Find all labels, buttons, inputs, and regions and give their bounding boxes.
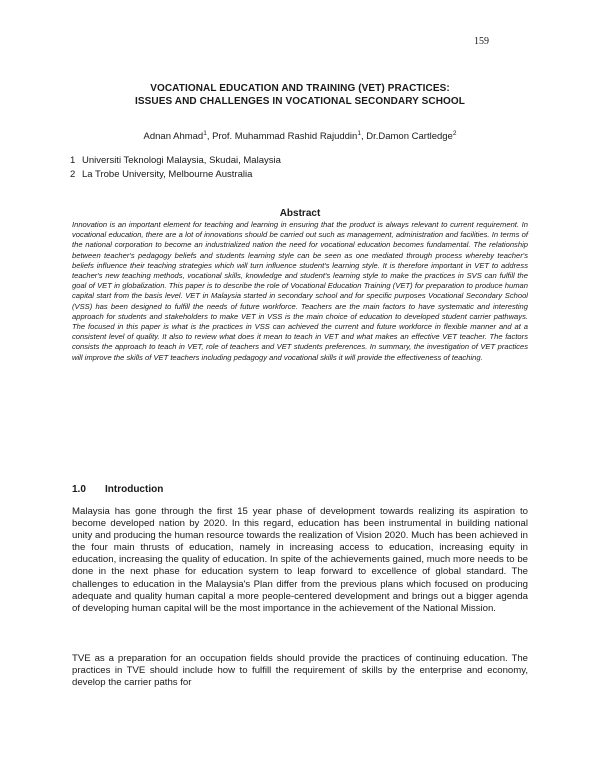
author-name: Adnan Ahmad bbox=[143, 131, 204, 143]
affiliation-text: La Trobe University, Melbourne Australia bbox=[82, 169, 253, 180]
author-list bbox=[60, 130, 540, 142]
affiliation bbox=[70, 168, 252, 182]
author-separator: , bbox=[360, 131, 367, 143]
page-number: 159 bbox=[474, 36, 489, 47]
author-affiliation-mark: 2 bbox=[452, 130, 457, 137]
title-line-1: VOCATIONAL EDUCATION AND TRAINING (VET) PRACTICES: bbox=[150, 83, 450, 94]
author-separator: , bbox=[206, 131, 213, 143]
author-affiliation-mark: 1 bbox=[357, 130, 361, 137]
paper-title bbox=[60, 82, 540, 108]
author-name: Prof. Muhammad Rashid Rajuddin bbox=[212, 131, 358, 143]
affiliation-text: Universiti Teknologi Malaysia, Skudai, Malaysia bbox=[82, 155, 281, 166]
body-paragraph: TVE as a preparation for an occupation fields should provide the practices of continuing education. The practices in TVE should include how to fulfill the requirement of skills by the enterprise and economy, develop the carrier paths for bbox=[72, 653, 528, 689]
abstract-body: Innovation is an important element for teaching and learning in ensuring that the product is always relevant to current requirement. In vocational education, there are a lot of innovations should be carried out such as management, administration and facilities. In terms of the national corporation to become an industrialized nation the need for vocational education becomes fundamental. The relationship between teacher's pedagogy beliefs and students learning style can be seen as one mediated through process whereby teacher's beliefs influence their teaching strategies which will turn influence student's learning style. It is therefore important in VET to address teacher's new teaching methods, vocational skills, knowledge and student's learning style to make the practices in SVS can fulfill the goal of VET in globalization. This paper is to describe the role of Vocational Education Training (VET) for preparation to produce human capital start from the basis level. VET in Malaysia started in secondary school and for specific purposes Vocational Secondary School (VSS) has been designed to fulfill the needs of future workforce. Teachers are the main factors to have systematic and interesting approach for students and stakeholders to make VET in VSS is the main choice of education to developed student carrier pathways. The focused in this paper is what is the practices in VSS can achieved the current and future workforce in flexible manner and at a consistent level of quality. It also to review what does it mean to teach in VET and what makes an effective VET teacher. The factors consists the approach to teach in VET, role of teachers and VET students preferences. In summary, the investigation of VET practices will improve the skills of VET teachers including pedagogy and vocational skills it will provide the effectiveness of teaching. bbox=[72, 220, 528, 362]
body-paragraph: Malaysia has gone through the first 15 year phase of development towards realizing its aspiration to become developed nation by 2020. In this regard, education has been instrumental in building national unity and producing the human resource towards the realization of Vision 2020. Much has been achieved in the four main thrusts of education, namely in increasing access to education, increasing equity in education, increasing the quality of education. In spite of the achievements gained, much more needs to be done in the next phase for education system to leap forward to excellence of global standard. The challenges to education in the Malaysia's Plan differ from the previous plans which focused on producing adequate and quality human capital a more people-centered development and brings out a bigger agenda of developing human capital will be the most importance in the achievement of the National Mission. bbox=[72, 506, 528, 614]
abstract-heading: Abstract bbox=[279, 208, 321, 219]
affiliation-number: 2 bbox=[70, 169, 76, 180]
author-affiliation-mark: 1 bbox=[203, 130, 207, 137]
title-line-2: ISSUES AND CHALLENGES IN VOCATIONAL SECONDARY SCHOOL bbox=[134, 96, 466, 107]
author-name: Dr.Damon Cartledge bbox=[366, 131, 453, 143]
affiliation-number: 1 bbox=[70, 155, 76, 166]
affiliation bbox=[70, 154, 281, 168]
section-title: Introduction bbox=[105, 484, 164, 495]
section-number: 1.0 bbox=[72, 484, 86, 495]
section-heading bbox=[72, 484, 163, 495]
